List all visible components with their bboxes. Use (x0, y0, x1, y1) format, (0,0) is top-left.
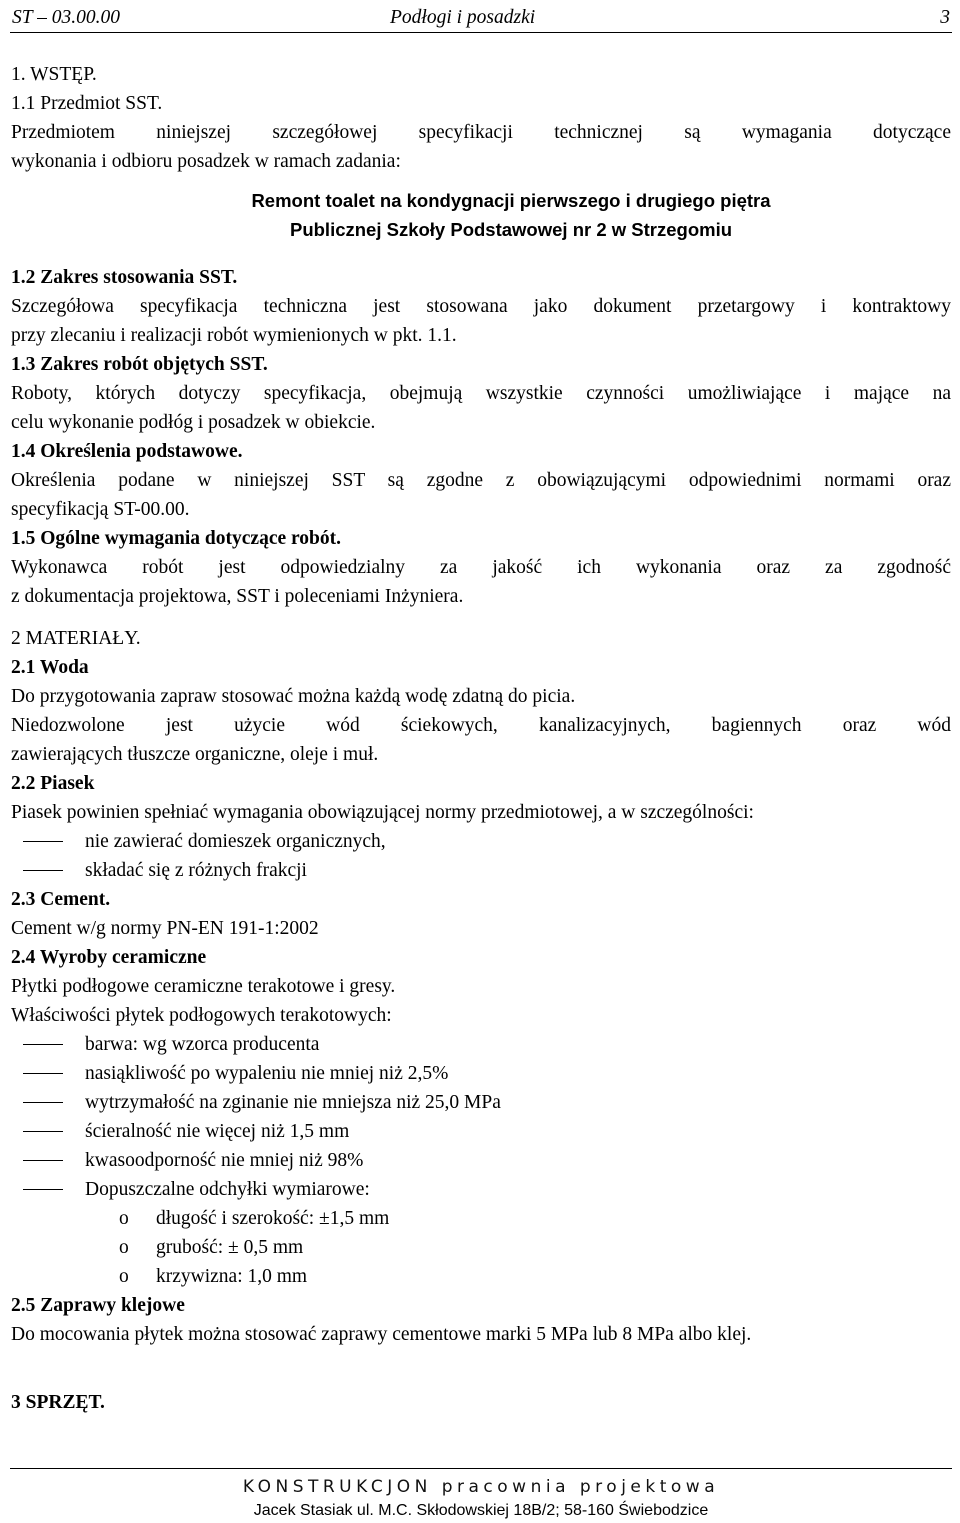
section-2-1-heading: 2.1 Woda (11, 657, 89, 678)
section-2-5-heading: 2.5 Zaprawy klejowe (11, 1295, 185, 1316)
section-2-2-heading: 2.2 Piasek (11, 773, 95, 794)
section-2-4-heading: 2.4 Wyroby ceramiczne (11, 947, 207, 968)
section-1-4-heading: 1.4 Określenia podstawowe. (11, 441, 243, 462)
dash-bullet-icon (23, 1073, 63, 1074)
section-1-3-heading: 1.3 Zakres robót objętych SST. (11, 354, 268, 375)
section-2-2-text: Piasek powinien spełniać wymagania obowiązującej normy przedmiotowej, a w szczególności: (11, 802, 754, 823)
section-1-2-text: przy zlecaniu i realizacji robót wymienionych w pkt. 1.1. (11, 325, 457, 346)
sub-list-item-text: długość i szerokość: ±1,5 mm (156, 1208, 390, 1229)
dash-bullet-icon (23, 1160, 63, 1161)
list-item-text: wytrzymałość na zginanie nie mniejsza niż 25,0 MPa (85, 1092, 501, 1113)
section-1-3-text: Roboty, których dotyczy specyfikacja, obejmują wszystkie czynności umożliwiające i mające na (11, 383, 951, 404)
footer-address: Jacek Stasiak ul. M.C. Skłodowskiej 18B/2; 58-160 Świebodzice (253, 1502, 709, 1519)
section-1-2-text: Szczegółowa specyfikacja techniczna jest stosowana jako dokument przetargowy i kontraktowy (11, 296, 951, 317)
circle-bullet-icon: o (119, 1266, 129, 1287)
section-1-3-text: celu wykonanie podłóg i posadzek w obiekcie. (11, 412, 376, 433)
list-item (11, 1088, 951, 1117)
list-item-text: nasiąkliwość po wypaleniu nie mniej niż 2,5% (85, 1063, 449, 1084)
section-2-5-text: Do mocowania płytek można stosować zaprawy cementowe marki 5 MPa lub 8 MPa albo klej. (11, 1324, 752, 1345)
list-item (11, 1030, 951, 1059)
list-item (11, 1175, 951, 1204)
list-item (11, 1117, 951, 1146)
dash-bullet-icon (23, 1189, 63, 1190)
list-item-text: składać się z różnych frakcji (85, 860, 307, 881)
sub-list-item-text: krzywizna: 1,0 mm (156, 1266, 308, 1287)
header-spec-code: ST – 03.00.00 (12, 7, 120, 28)
sub-list-item-text: grubość: ± 0,5 mm (156, 1237, 304, 1258)
header-title: Podłogi i posadzki (390, 7, 536, 28)
task-title (11, 176, 951, 250)
section-2-4-text: Właściwości płytek podłogowych terakotowych: (11, 1005, 392, 1026)
circle-bullet-icon: o (119, 1208, 129, 1229)
dash-bullet-icon (23, 1044, 63, 1045)
section-2-1-text: Niedozwolone jest użycie wód ściekowych, kanalizacyjnych, bagiennych oraz wód (11, 715, 951, 736)
list-item-text: nie zawierać domieszek organicznych, (85, 831, 386, 852)
dash-bullet-icon (23, 1131, 63, 1132)
footer-company-name: KONSTRUKCJON pracownia projektowa (242, 1477, 720, 1497)
section-2-3-heading: 2.3 Cement. (11, 889, 111, 910)
list-item (11, 1059, 951, 1088)
dash-bullet-icon (23, 841, 63, 842)
section-1-1-text: wykonania i odbioru posadzek w ramach zadania: (11, 151, 401, 172)
document-body (11, 60, 951, 1417)
section-1-heading: 1. WSTĘP. (11, 64, 97, 85)
header-page-number: 3 (940, 7, 950, 28)
page-footer (10, 1468, 952, 1520)
section-1-5-text: Wykonawca robót jest odpowiedzialny za jakość ich wykonania oraz za zgodność (11, 557, 951, 578)
sub-list-item (11, 1233, 951, 1262)
list-item-text: Dopuszczalne odchyłki wymiarowe: (85, 1179, 370, 1200)
section-1-4-text: Określenia podane w niniejszej SST są zgodne z obowiązującymi odpowiednimi normami oraz (11, 470, 951, 491)
section-1-5-text: z dokumentacja projektowa, SST i poleceniami Inżyniera. (11, 586, 464, 607)
list-item-text: barwa: wg wzorca producenta (85, 1034, 320, 1055)
list-item (11, 1146, 951, 1175)
section-2-4-text: Płytki podłogowe ceramiczne terakotowe i gresy. (11, 976, 396, 997)
section-1-1-heading: 1.1 Przedmiot SST. (11, 93, 163, 114)
dash-bullet-icon (23, 870, 63, 871)
sub-list-item (11, 1262, 951, 1291)
sub-list-item (11, 1204, 951, 1233)
section-2-heading: 2 MATERIAŁY. (11, 628, 141, 649)
task-title-line: Remont toalet na kondygnacji pierwszego i drugiego piętra (251, 190, 771, 211)
section-2-3-text: Cement w/g normy PN-EN 191-1:2002 (11, 918, 319, 939)
circle-bullet-icon: o (119, 1237, 129, 1258)
section-2-1-text: zawierających tłuszcze organiczne, oleje i muł. (11, 744, 379, 765)
section-2-1-text: Do przygotowania zapraw stosować można każdą wodę zdatną do picia. (11, 686, 576, 707)
section-1-5-heading: 1.5 Ogólne wymagania dotyczące robót. (11, 528, 342, 549)
dash-bullet-icon (23, 1102, 63, 1103)
section-3-heading: 3 SPRZĘT. (11, 1392, 105, 1413)
task-title-line: Publicznej Szkoły Podstawowej nr 2 w Strzegomiu (289, 219, 733, 240)
list-item (11, 827, 951, 856)
list-item-text: ścieralność nie więcej niż 1,5 mm (85, 1121, 350, 1142)
section-1-4-text: specyfikacją ST-00.00. (11, 499, 190, 520)
section-1-1-text: Przedmiotem niniejszej szczegółowej specyfikacji technicznej są wymagania dotyczące (11, 122, 951, 143)
page-header (10, 4, 952, 33)
list-item (11, 856, 951, 885)
list-item-text: kwasoodporność nie mniej niż 98% (85, 1150, 364, 1171)
section-1-2-heading: 1.2 Zakres stosowania SST. (11, 267, 238, 288)
